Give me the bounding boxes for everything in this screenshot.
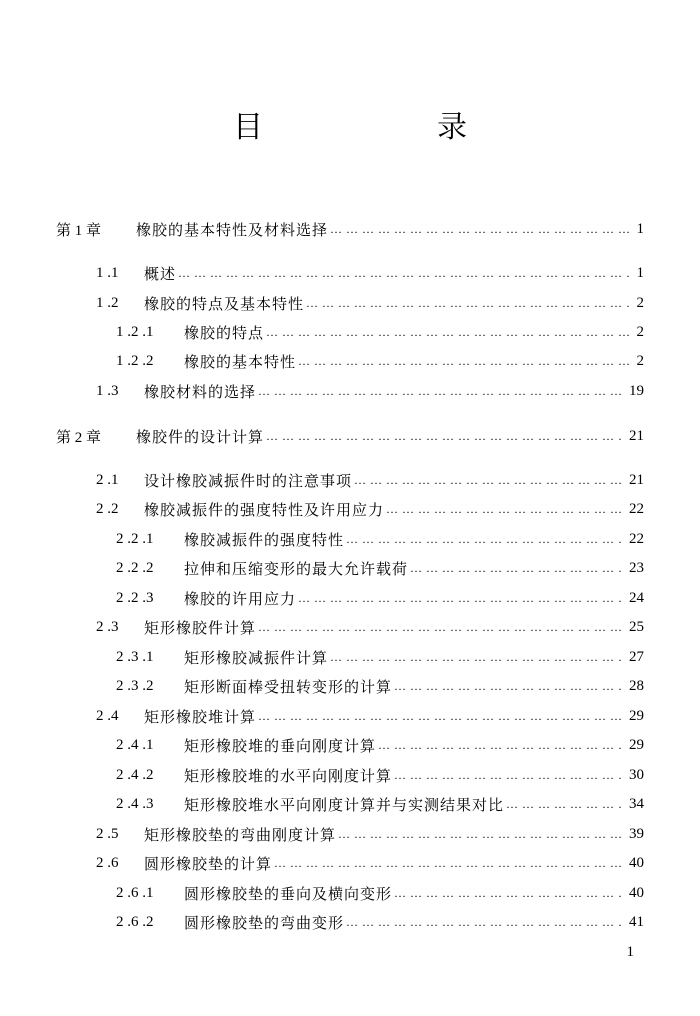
toc-leader-dots (266, 325, 630, 340)
toc-leader-dots (258, 384, 623, 399)
page-title: 目 录 (233, 110, 539, 145)
toc-entry-title: 橡胶材料的选择 (144, 382, 257, 401)
toc-entry-subsection[interactable] (0, 646, 644, 668)
toc-entry-title: 橡胶件的设计计算 (136, 427, 265, 446)
toc-entry-subsection[interactable] (0, 528, 644, 550)
toc-leader-dots (306, 296, 630, 311)
toc-entry-title: 矩形橡胶堆的水平向刚度计算 (184, 766, 393, 785)
toc-leader-dots (386, 502, 623, 517)
toc-entry-page: 21 (629, 471, 644, 488)
toc-leader-dots (394, 886, 623, 901)
toc-entry-number: 2 .6 (96, 854, 119, 871)
toc-entry-number: 第 1 章 (56, 222, 102, 239)
toc-entry-title: 矩形橡胶件计算 (144, 618, 257, 637)
toc-entry-page: 1 (636, 264, 644, 281)
toc-entry-subsection[interactable] (0, 882, 644, 904)
toc-entry-subsection[interactable] (0, 557, 644, 579)
toc-entry-page: 21 (629, 427, 644, 444)
toc-entry-section[interactable] (0, 469, 644, 491)
toc-entry-section[interactable] (0, 705, 644, 727)
toc-entry-number: 2 .4 .3 (116, 795, 154, 812)
toc-entry-number: 1 .2 (96, 294, 119, 311)
toc-leader-dots (298, 591, 623, 606)
toc-entry-number: 2 .6 .2 (116, 913, 154, 930)
toc-entry-page: 29 (629, 707, 644, 724)
toc-entry-section[interactable] (0, 498, 644, 520)
toc-entry-title: 矩形断面棒受扭转变形的计算 (184, 677, 393, 696)
toc-entry-page: 22 (629, 530, 644, 547)
toc-entry-number: 2 .4 .1 (116, 736, 154, 753)
toc-leader-dots (394, 679, 623, 694)
toc-entry-title: 设计橡胶减振件时的注意事项 (144, 471, 353, 490)
toc-entry-page: 1 (636, 220, 644, 237)
toc-entry-page: 40 (629, 884, 644, 901)
toc-entry-number: 2 .4 .2 (116, 766, 154, 783)
toc-entry-page: 22 (629, 500, 644, 517)
toc-entry-title: 圆形橡胶垫的垂向及横向变形 (184, 884, 393, 903)
toc-entry-page: 27 (629, 648, 644, 665)
footer-page-number: 1 (626, 944, 634, 960)
toc-entry-number: 2 .1 (96, 471, 119, 488)
toc-entry-title: 橡胶的特点 (184, 323, 265, 342)
toc-entry-section[interactable] (0, 380, 644, 402)
toc-entry-page: 2 (636, 294, 644, 311)
toc-entry-page: 2 (636, 323, 644, 340)
toc-entry-number: 2 .3 .1 (116, 648, 154, 665)
toc-entry-subsection[interactable] (0, 734, 644, 756)
toc-entry-page: 19 (629, 382, 644, 399)
toc-entry-subsection[interactable] (0, 321, 644, 343)
toc-entry-subsection[interactable] (0, 911, 644, 933)
toc-entry-section[interactable] (0, 852, 644, 874)
toc-leader-dots (378, 738, 623, 753)
toc-leader-dots (266, 429, 623, 444)
toc-entry-section[interactable] (0, 616, 644, 638)
toc-entry-number: 2 .6 .1 (116, 884, 154, 901)
toc-entry-number: 2 .2 (96, 500, 119, 517)
toc-entry-subsection[interactable] (0, 350, 644, 372)
toc-entry-section[interactable] (0, 262, 644, 284)
toc-entry-page: 25 (629, 618, 644, 635)
toc-entry-page: 2 (636, 352, 644, 369)
toc-entry-title: 橡胶的特点及基本特性 (144, 294, 305, 313)
toc-entry-title: 橡胶的基本特性及材料选择 (136, 220, 329, 239)
toc-entry-page: 41 (629, 913, 644, 930)
toc-leader-dots (346, 915, 623, 930)
toc-leader-dots (298, 354, 630, 369)
toc-leader-dots (330, 222, 630, 237)
toc-leader-dots (506, 797, 623, 812)
toc-entry-title: 概述 (144, 264, 177, 283)
toc-entry-page: 34 (629, 795, 644, 812)
toc-entry-number: 1 .1 (96, 264, 119, 281)
toc-entry-number: 1 .2 .1 (116, 323, 154, 340)
toc-entry-section[interactable] (0, 823, 644, 845)
toc-entry-title: 矩形橡胶垫的弯曲刚度计算 (144, 825, 337, 844)
toc-leader-dots (274, 856, 623, 871)
toc-entry-number: 2 .4 (96, 707, 119, 724)
toc-entry-title: 拉伸和压缩变形的最大允许载荷 (184, 559, 409, 578)
toc-entry-title: 橡胶减振件的强度特性及许用应力 (144, 500, 385, 519)
toc-entry-title: 矩形橡胶堆的垂向刚度计算 (184, 736, 377, 755)
toc-entry-page: 29 (629, 736, 644, 753)
toc-entry-title: 矩形橡胶堆计算 (144, 707, 257, 726)
toc-entry-page: 23 (629, 559, 644, 576)
toc-leader-dots (258, 709, 623, 724)
toc-entry-section[interactable] (0, 292, 644, 314)
toc-entry-title: 矩形橡胶堆水平向刚度计算并与实测结果对比 (184, 795, 505, 814)
toc-leader-dots (354, 473, 623, 488)
toc-entry-title: 橡胶减振件的强度特性 (184, 530, 345, 549)
toc-leader-dots (330, 650, 623, 665)
toc-entry-number: 第 2 章 (56, 429, 102, 446)
toc-entry-page: 30 (629, 766, 644, 783)
toc-entry-title: 圆形橡胶垫的计算 (144, 854, 273, 873)
toc-leader-dots (338, 827, 623, 842)
toc-entry-subsection[interactable] (0, 675, 644, 697)
toc-entry-number: 2 .2 .2 (116, 559, 154, 576)
toc-entry-title: 圆形橡胶垫的弯曲变形 (184, 913, 345, 932)
toc-entry-number: 2 .3 .2 (116, 677, 154, 694)
toc-entry-title: 矩形橡胶减振件计算 (184, 648, 329, 667)
toc-entry-title: 橡胶的基本特性 (184, 352, 297, 371)
toc-entry-subsection[interactable] (0, 587, 644, 609)
toc-leader-dots (258, 620, 623, 635)
toc-leader-dots (394, 768, 623, 783)
toc-leader-dots (178, 266, 630, 281)
toc-entry-page: 39 (629, 825, 644, 842)
toc-entry-chapter-1[interactable] (0, 218, 644, 240)
toc-entry-number: 2 .5 (96, 825, 119, 842)
toc-leader-dots (410, 561, 623, 576)
toc-entry-page: 28 (629, 677, 644, 694)
toc-entry-title: 橡胶的许用应力 (184, 589, 297, 608)
toc-entry-page: 24 (629, 589, 644, 606)
toc-entry-subsection[interactable] (0, 764, 644, 786)
toc-entry-number: 2 .3 (96, 618, 119, 635)
toc-entry-subsection[interactable] (0, 793, 644, 815)
toc-entry-page: 40 (629, 854, 644, 871)
toc-entry-number: 1 .3 (96, 382, 119, 399)
toc-leader-dots (346, 532, 623, 547)
toc-entry-number: 1 .2 .2 (116, 352, 154, 369)
toc-entry-number: 2 .2 .3 (116, 589, 154, 606)
toc-entry-number: 2 .2 .1 (116, 530, 154, 547)
toc-entry-chapter-2[interactable] (0, 425, 644, 447)
